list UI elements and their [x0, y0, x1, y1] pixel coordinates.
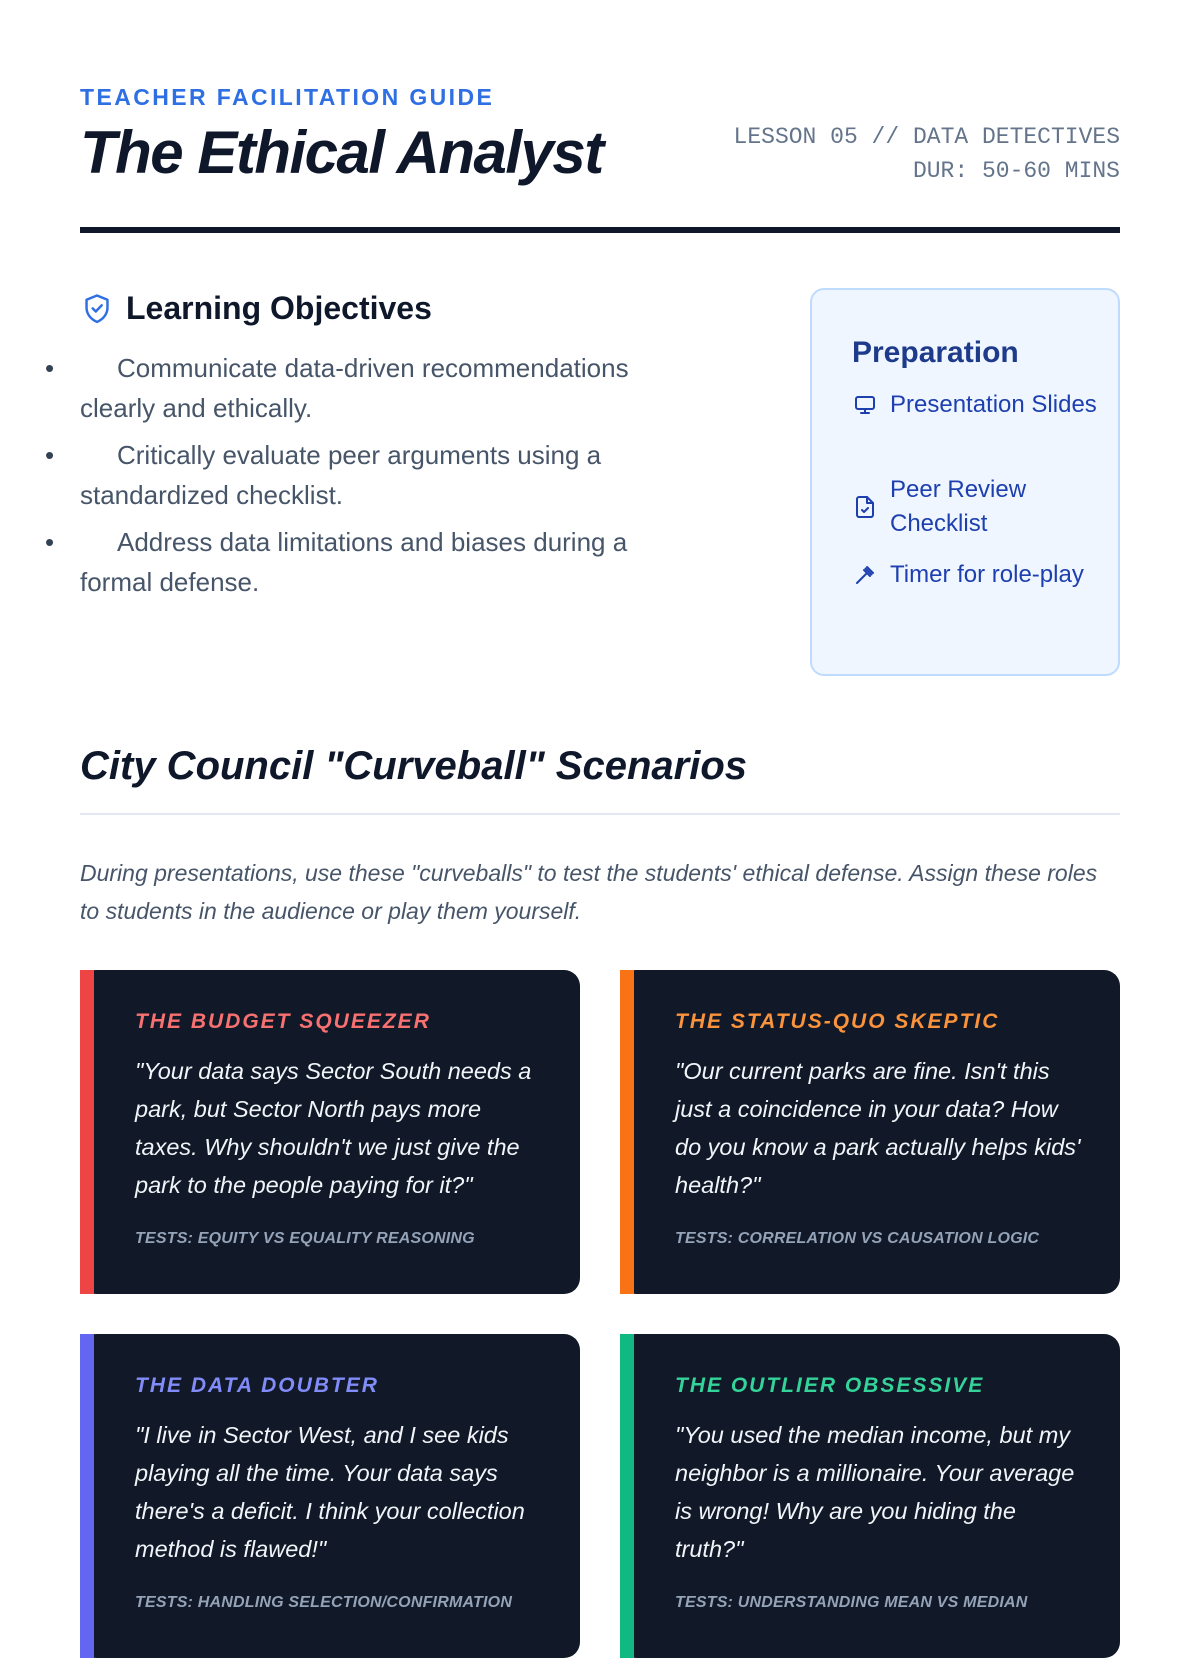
- scenario-quote: "Your data says Sector South needs a park, but Sector North pays more taxes. Why shouldn't we just give the park to the people paying for it?": [135, 1058, 532, 1198]
- objectives-heading-row: [80, 290, 432, 327]
- objective-item: • Address data limitations and biases during a formal defense.: [80, 522, 700, 602]
- lesson-label: LESSON 05 // DATA DETECTIVES: [733, 124, 1120, 150]
- prep-item-slides: Presentation Slides: [852, 388, 1102, 422]
- scenario-card-data-doubter: [80, 1334, 580, 1658]
- scenario-role: THE STATUS-QUO SKEPTIC: [675, 1010, 1000, 1033]
- shield-check-icon: [80, 292, 114, 326]
- page-title: The Ethical Analyst: [80, 119, 603, 186]
- guide-eyebrow: TEACHER FACILITATION GUIDE: [80, 84, 495, 110]
- scenario-card-status-quo-skeptic: [620, 970, 1120, 1294]
- objective-item: • Critically evaluate peer arguments using a standardized checklist.: [80, 435, 700, 515]
- duration-label: DUR: 50-60 MINS: [912, 158, 1120, 184]
- objective-item: • Communicate data-driven recommendations clearly and ethically.: [80, 348, 700, 428]
- preparation-card: [810, 288, 1120, 676]
- scenario-role: THE DATA DOUBTER: [135, 1374, 379, 1397]
- objectives-heading: Learning Objectives: [126, 290, 432, 326]
- prep-item-timer: Timer for role-play: [852, 558, 1102, 592]
- preparation-heading: Preparation: [852, 336, 1019, 369]
- scenario-tests: TESTS: EQUITY VS EQUALITY REASONING: [135, 1230, 475, 1247]
- facilitation-guide-page: [80, 0, 1120, 1611]
- gavel-icon: [852, 562, 878, 588]
- card-accent-bar: [620, 1334, 634, 1658]
- scenario-quote: "Our current parks are fine. Isn't this just a coincidence in your data? How do you know a park actually helps kids' health?": [675, 1058, 1081, 1198]
- prep-item-checklist: Peer Review Checklist: [852, 473, 1102, 541]
- scenarios-intro: During presentations, use these "curveballs" to test the students' ethical defense. Assign these roles to students in the audience or play them yourself.: [80, 860, 1098, 924]
- monitor-icon: [852, 392, 878, 418]
- card-accent-bar: [80, 1334, 94, 1658]
- card-accent-bar: [80, 970, 94, 1294]
- objectives-list: [80, 348, 700, 609]
- scenario-role: THE BUDGET SQUEEZER: [135, 1010, 431, 1033]
- lesson-meta: [734, 120, 1120, 188]
- scenario-role: THE OUTLIER OBSESSIVE: [675, 1374, 985, 1397]
- header-divider: [80, 227, 1120, 233]
- scenario-quote: "You used the median income, but my neighbor is a millionaire. Your average is wrong! Why are you hiding the truth?": [675, 1422, 1075, 1562]
- scenario-card-outlier-obsessive: [620, 1334, 1120, 1658]
- scenario-tests: TESTS: HANDLING SELECTION/CONFIRMATION: [135, 1594, 513, 1611]
- scenario-card-budget-squeezer: [80, 970, 580, 1294]
- file-check-icon: [852, 494, 878, 520]
- scenarios-divider: [80, 813, 1120, 815]
- scenario-tests: TESTS: CORRELATION VS CAUSATION LOGIC: [675, 1230, 1040, 1247]
- card-accent-bar: [620, 970, 634, 1294]
- scenarios-title: City Council "Curveball" Scenarios: [80, 744, 747, 788]
- scenario-quote: "I live in Sector West, and I see kids playing all the time. Your data says there's a deficit. I think your collection method is flawed!": [135, 1422, 525, 1562]
- scenario-tests: TESTS: UNDERSTANDING MEAN VS MEDIAN: [675, 1594, 1028, 1611]
